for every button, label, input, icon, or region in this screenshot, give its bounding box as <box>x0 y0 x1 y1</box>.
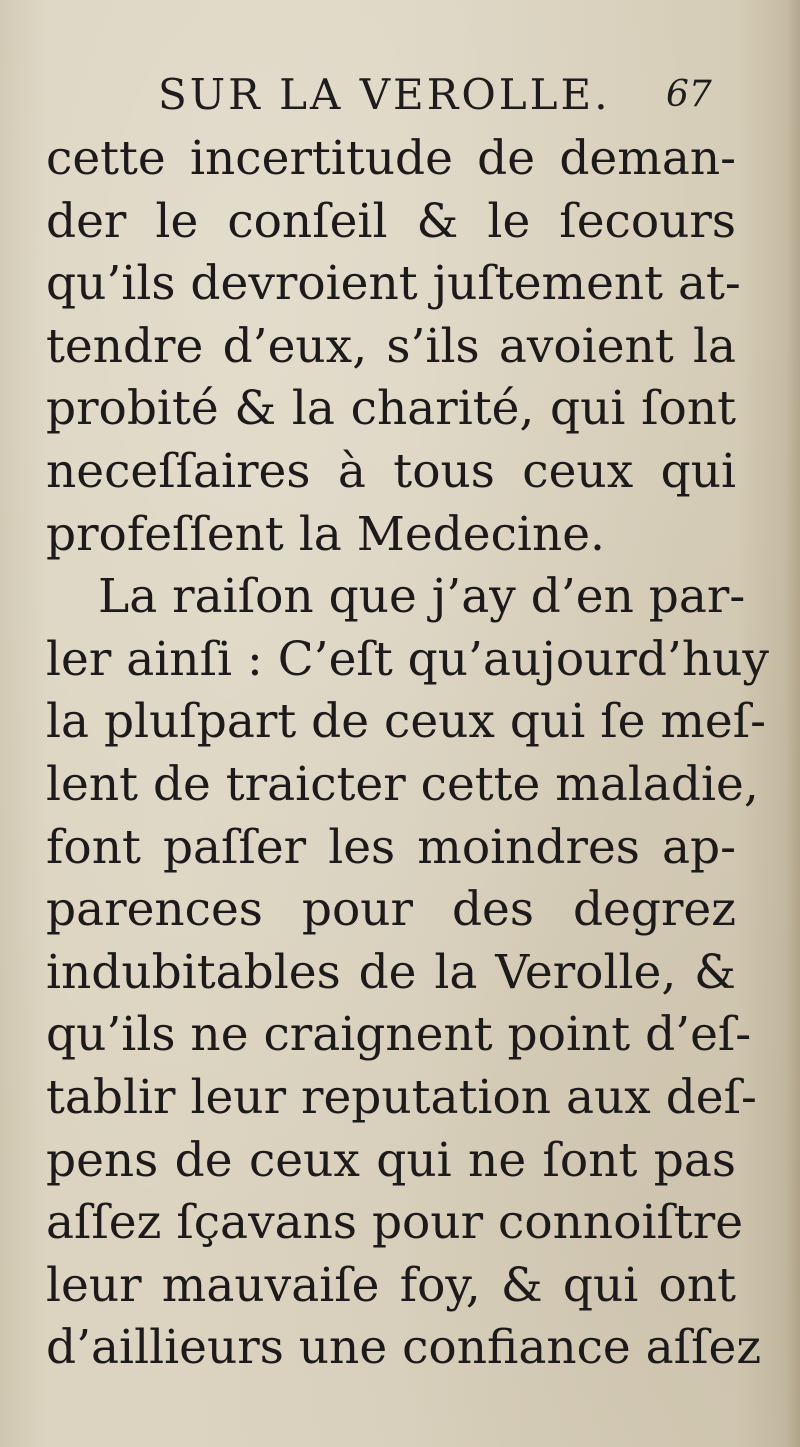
text-line: la pluſpart de ceux qui ſe meſ- <box>46 694 767 750</box>
text-line: cette incertitude de deman- <box>46 131 736 186</box>
text-line: qu’ils devroient juſtement at- <box>46 256 741 312</box>
page-number: 67 <box>666 74 712 115</box>
text-line: neceſſaires à tous ceux qui <box>46 443 736 499</box>
text-line: profeſſent la Medecine. <box>46 506 605 562</box>
text-line: leur mauvaiſe foy, & qui ont <box>46 1257 736 1313</box>
text-line: parences pour des degrez <box>46 882 736 938</box>
text-line: probité & la charité, qui ſont <box>46 381 736 437</box>
text-line: d’aillieurs une confiance aſſez <box>46 1320 762 1376</box>
text-line: pens de ceux qui ne ſont pas <box>46 1132 736 1188</box>
text-line: La raiſon que j’ay d’en par- <box>98 569 746 625</box>
running-title: SUR LA VEROLLE. <box>158 70 611 119</box>
text-line: font paſſer les moindres ap- <box>46 819 736 875</box>
text-line: aſſez ſçavans pour connoiſtre <box>46 1195 744 1251</box>
text-line: ler ainſi : C’eſt qu’aujourd’huy <box>46 631 769 687</box>
page-header <box>0 70 800 130</box>
text-line: tendre d’eux, s’ils avoient la <box>46 318 736 374</box>
text-line: lent de traicter cette maladie, <box>46 756 759 812</box>
text-line: der le conſeil & le ſecours <box>46 193 736 249</box>
text-line: qu’ils ne craignent point d’eſ- <box>46 1007 752 1063</box>
page-edge-shadow <box>786 0 800 1447</box>
text-line: indubitables de la Verolle, & <box>46 944 736 1000</box>
body-text <box>46 128 769 1380</box>
text-line: tablir leur reputation aux deſ- <box>46 1069 757 1125</box>
